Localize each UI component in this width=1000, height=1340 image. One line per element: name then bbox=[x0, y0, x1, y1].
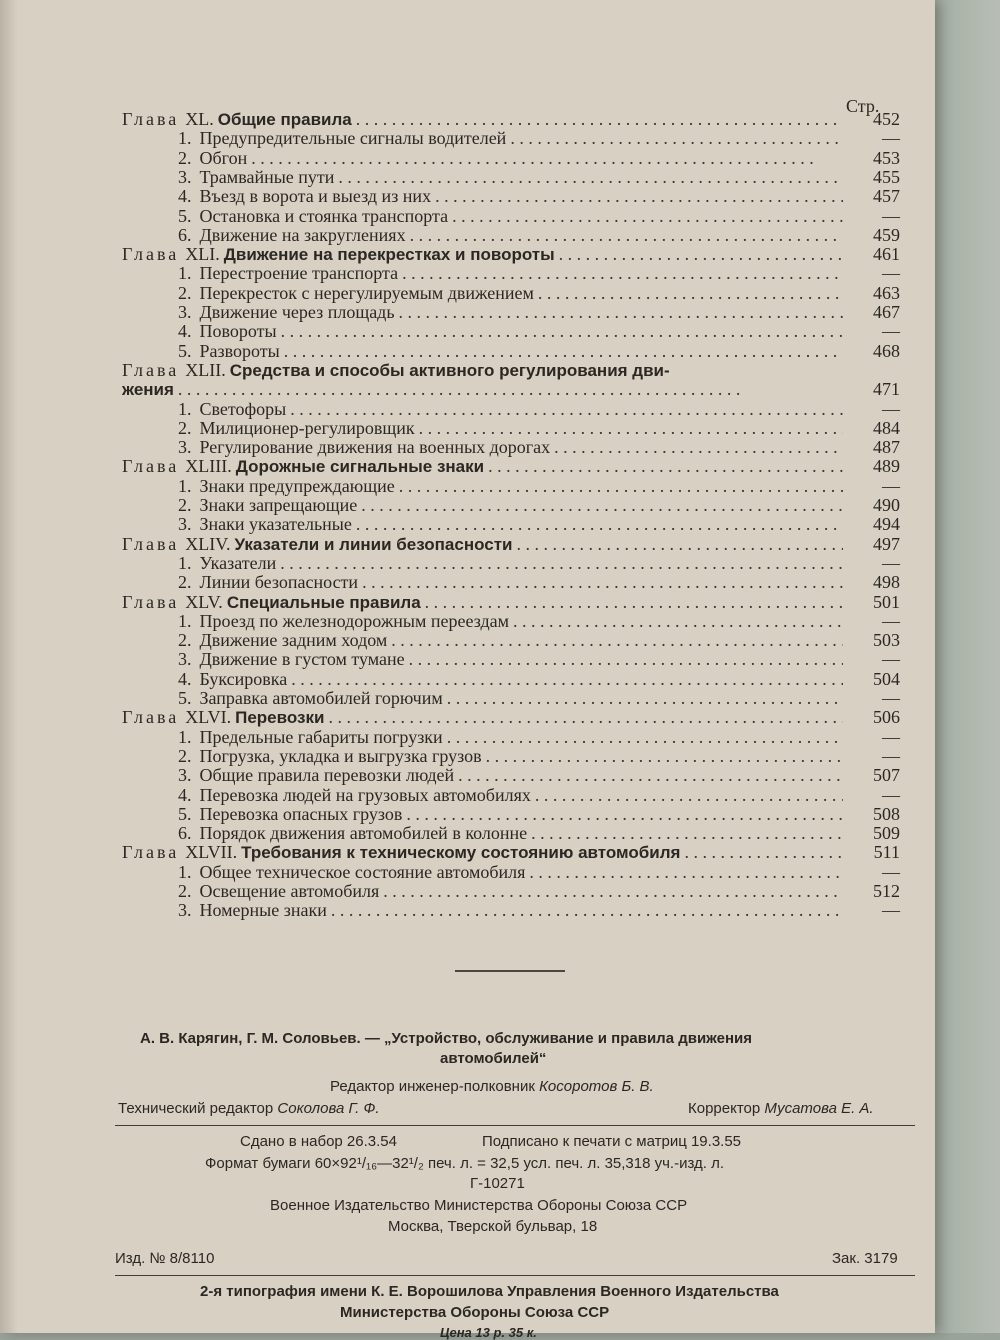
item-number: 1. bbox=[178, 263, 192, 283]
toc-item-row bbox=[178, 127, 843, 149]
toc-item-row bbox=[178, 899, 843, 921]
toc-item-heading bbox=[178, 127, 506, 149]
corrector-label: Корректор bbox=[688, 1100, 761, 1117]
item-title: Регулирование движения на военных дорогах bbox=[199, 437, 551, 457]
toc-chapter-continuation-row bbox=[122, 378, 843, 400]
leader-dots bbox=[358, 571, 843, 593]
item-number: 2. bbox=[178, 572, 192, 592]
corrector-name: Мусатова Е. А. bbox=[764, 1100, 874, 1117]
leader-dots bbox=[324, 706, 843, 728]
toc-item-heading bbox=[178, 262, 398, 284]
leader-dots bbox=[431, 185, 843, 207]
item-number: 5. bbox=[178, 341, 192, 361]
toc-page-number: 503 bbox=[873, 630, 900, 650]
item-title: Развороты bbox=[199, 341, 280, 361]
chapter-word: Глава bbox=[122, 592, 180, 612]
toc-page-number: 471 bbox=[873, 379, 900, 399]
item-number: 6. bbox=[178, 225, 192, 245]
chapter-number: XLV. bbox=[185, 592, 223, 612]
toc-item-heading bbox=[178, 571, 358, 593]
imprint-printer-line2: Министерства Обороны Союза ССР bbox=[340, 1304, 610, 1321]
item-number: 4. bbox=[178, 785, 192, 805]
toc-page-number: 467 bbox=[873, 302, 900, 322]
item-number: 2. bbox=[178, 495, 192, 515]
toc-item-heading bbox=[178, 899, 327, 921]
toc-page-number: — bbox=[882, 206, 900, 226]
leader-dots bbox=[454, 764, 843, 786]
chapter-title: Специальные правила bbox=[226, 593, 421, 612]
item-title: Знаки запрещающие bbox=[199, 495, 358, 515]
toc-page-number: 453 bbox=[873, 148, 900, 168]
toc-page-number: — bbox=[882, 399, 900, 419]
leader-dots bbox=[680, 841, 843, 863]
item-title: Общие правила перевозки людей bbox=[199, 765, 455, 785]
imprint-tech-editor bbox=[118, 1100, 380, 1117]
item-title: Обгон bbox=[199, 148, 248, 168]
item-number: 3. bbox=[178, 167, 192, 187]
page-column-header: Стр. bbox=[846, 96, 880, 116]
chapter-number: XLI. bbox=[185, 244, 220, 264]
imprint-signed-date: Подписано к печати с матриц 19.3.55 bbox=[482, 1133, 742, 1150]
imprint-set-date: Сдано в набор 26.3.54 bbox=[240, 1133, 397, 1150]
item-number: 3. bbox=[178, 900, 192, 920]
item-number: 2. bbox=[178, 881, 192, 901]
imprint-corrector bbox=[688, 1100, 874, 1117]
imprint-publisher: Военное Издательство Министерства Обороны Союза ССР bbox=[270, 1197, 688, 1214]
chapter-title: Движение на перекрестках и повороты bbox=[223, 245, 555, 264]
chapter-word: Глава bbox=[122, 456, 180, 476]
toc-item-row bbox=[178, 320, 843, 342]
toc-chapter-row bbox=[122, 706, 843, 728]
chapter-number: XLIII. bbox=[185, 456, 232, 476]
item-title: Знаки предупреждающие bbox=[199, 476, 395, 496]
chapter-title: Требования к техническому состоянию автомобиля bbox=[241, 843, 681, 862]
chapter-word: Глава bbox=[122, 707, 180, 727]
chapter-word: Глава bbox=[122, 244, 180, 264]
toc-page-number: — bbox=[882, 727, 900, 747]
chapter-title-continuation: жения bbox=[122, 380, 174, 399]
item-title: Перевозка людей на грузовых автомобилях bbox=[199, 785, 531, 805]
imprint-authors-line1: А. В. Карягин, Г. М. Соловьев. — „Устройство, обслуживание и правила движения bbox=[140, 1030, 752, 1047]
chapter-number: XLII. bbox=[185, 360, 226, 380]
item-number: 4. bbox=[178, 669, 192, 689]
chapter-title: Общие правила bbox=[217, 110, 352, 129]
toc-page-number: 461 bbox=[873, 244, 900, 264]
leader-dots bbox=[352, 513, 843, 535]
section-divider bbox=[455, 970, 565, 972]
item-title: Порядок движения автомобилей в колонне bbox=[199, 823, 528, 843]
toc-chapter-row bbox=[122, 841, 843, 863]
toc-page-number: 501 bbox=[873, 592, 900, 612]
item-number: 4. bbox=[178, 186, 192, 206]
toc-page-number: 509 bbox=[873, 823, 900, 843]
toc-chapter-row bbox=[122, 455, 843, 477]
item-title: Движение на закруглениях bbox=[199, 225, 406, 245]
item-title: Указатели bbox=[199, 553, 277, 573]
item-number: 1. bbox=[178, 128, 192, 148]
leader-dots bbox=[327, 899, 843, 921]
tech-editor-name: Соколова Г. Ф. bbox=[277, 1100, 380, 1117]
toc-page-number: 455 bbox=[873, 167, 900, 187]
item-number: 1. bbox=[178, 611, 192, 631]
item-number: 3. bbox=[178, 514, 192, 534]
page-edge bbox=[0, 0, 18, 1333]
item-number: 2. bbox=[178, 630, 192, 650]
imprint-zak: Зак. 3179 bbox=[832, 1250, 898, 1267]
item-number: 3. bbox=[178, 765, 192, 785]
toc-item-heading bbox=[178, 764, 454, 786]
toc-page-number: 508 bbox=[873, 804, 900, 824]
editor-label: Редактор инженер-полковник bbox=[330, 1078, 535, 1095]
toc-item-row bbox=[178, 262, 843, 284]
editor-name: Косоротов Б. В. bbox=[539, 1078, 654, 1095]
item-title: Милиционер-регулировщик bbox=[199, 418, 415, 438]
chapter-word: Глава bbox=[122, 842, 180, 862]
item-title: Предельные габариты погрузки bbox=[199, 727, 443, 747]
item-number: 5. bbox=[178, 688, 192, 708]
item-title: Въезд в ворота и выезд из них bbox=[199, 186, 432, 206]
toc-page-number: — bbox=[882, 900, 900, 920]
chapter-title: Перевозки bbox=[235, 708, 325, 727]
imprint-authors-line2: автомобилей“ bbox=[440, 1050, 547, 1067]
item-number: 1. bbox=[178, 727, 192, 747]
item-title: Буксировка bbox=[199, 669, 288, 689]
imprint-rule-bottom bbox=[115, 1275, 915, 1276]
toc-page-number: 512 bbox=[873, 881, 900, 901]
toc-page-number: — bbox=[882, 476, 900, 496]
chapter-number: XLIV. bbox=[185, 534, 231, 554]
item-number: 2. bbox=[178, 148, 192, 168]
chapter-number: XL. bbox=[185, 109, 214, 129]
item-title: Погрузка, укладка и выгрузка грузов bbox=[199, 746, 482, 766]
toc-item-row bbox=[178, 571, 843, 593]
toc-page-number: 507 bbox=[873, 765, 900, 785]
toc-item-row bbox=[178, 513, 843, 535]
item-title: Перестроение транспорта bbox=[199, 263, 399, 283]
item-number: 3. bbox=[178, 649, 192, 669]
item-number: 6. bbox=[178, 823, 192, 843]
item-title: Номерные знаки bbox=[199, 900, 327, 920]
imprint-address: Москва, Тверской бульвар, 18 bbox=[388, 1218, 598, 1235]
toc-page-number: 452 bbox=[873, 109, 900, 129]
item-title: Знаки указательные bbox=[199, 514, 352, 534]
item-number: 3. bbox=[178, 437, 192, 457]
leader-dots bbox=[398, 262, 843, 284]
imprint-price: Цена 13 р. 35 к. bbox=[440, 1325, 537, 1340]
imprint-rule-top bbox=[115, 1125, 915, 1126]
toc-page-number: 457 bbox=[873, 186, 900, 206]
item-title: Светофоры bbox=[199, 399, 287, 419]
toc-page-number: 490 bbox=[873, 495, 900, 515]
item-number: 5. bbox=[178, 206, 192, 226]
toc-page-number: — bbox=[882, 553, 900, 573]
item-number: 4. bbox=[178, 321, 192, 341]
item-title: Движение задним ходом bbox=[199, 630, 388, 650]
tech-editor-label: Технический редактор bbox=[118, 1100, 274, 1117]
toc-page-number: — bbox=[882, 321, 900, 341]
toc-item-row bbox=[178, 648, 843, 670]
chapter-title: Средства и способы активного регулирования дви- bbox=[229, 361, 670, 380]
toc-page-number: — bbox=[882, 862, 900, 882]
item-title: Перекресток с нерегулируемым движением bbox=[199, 283, 534, 303]
toc-item-heading bbox=[178, 320, 277, 342]
item-title: Движение в густом тумане bbox=[199, 649, 405, 669]
toc-page-number: 506 bbox=[873, 707, 900, 727]
item-number: 5. bbox=[178, 804, 192, 824]
item-title: Заправка автомобилей горючим bbox=[199, 688, 443, 708]
toc-page-number: — bbox=[882, 785, 900, 805]
leader-dots bbox=[506, 127, 843, 149]
item-title: Линии безопасности bbox=[199, 572, 359, 592]
toc-page-number: 498 bbox=[873, 572, 900, 592]
item-number: 1. bbox=[178, 553, 192, 573]
toc-page-number: — bbox=[882, 688, 900, 708]
toc-item-row bbox=[178, 185, 843, 207]
chapter-word: Глава bbox=[122, 360, 180, 380]
toc-page-number: 463 bbox=[873, 283, 900, 303]
item-title: Предупредительные сигналы водителей bbox=[199, 128, 507, 148]
chapter-word: Глава bbox=[122, 109, 180, 129]
imprint-izd-no: Изд. № 8/8110 bbox=[115, 1250, 215, 1267]
item-number: 2. bbox=[178, 418, 192, 438]
item-title: Перевозка опасных грузов bbox=[199, 804, 403, 824]
item-number: 3. bbox=[178, 302, 192, 322]
leader-dots bbox=[277, 320, 843, 342]
toc-page-number: — bbox=[882, 128, 900, 148]
imprint-printer-line1: 2-я типография имени К. Е. Ворошилова Управления Военного Издательства bbox=[200, 1283, 779, 1300]
toc-page-number: 497 bbox=[873, 534, 900, 554]
toc-page-number: 504 bbox=[873, 669, 900, 689]
toc-page-number: 489 bbox=[873, 456, 900, 476]
item-title: Повороты bbox=[199, 321, 277, 341]
leader-dots bbox=[405, 648, 843, 670]
chapter-word: Глава bbox=[122, 534, 180, 554]
toc-page-number: — bbox=[882, 649, 900, 669]
chapter-title: Дорожные сигнальные знаки bbox=[235, 457, 485, 476]
chapter-number: XLVI. bbox=[185, 707, 232, 727]
toc-item-heading bbox=[178, 513, 352, 535]
item-title: Общее техническое состояние автомобиля bbox=[199, 862, 526, 882]
toc-page-number: — bbox=[882, 746, 900, 766]
item-title: Проезд по железнодорожным переездам bbox=[199, 611, 510, 631]
item-number: 1. bbox=[178, 476, 192, 496]
item-number: 2. bbox=[178, 746, 192, 766]
toc-page-number: 487 bbox=[873, 437, 900, 457]
item-title: Движение через площадь bbox=[199, 302, 395, 322]
chapter-number: XLVII. bbox=[185, 842, 238, 862]
toc-page-number: 468 bbox=[873, 341, 900, 361]
toc-page-number: — bbox=[882, 611, 900, 631]
leader-dots bbox=[174, 378, 843, 400]
item-number: 2. bbox=[178, 283, 192, 303]
imprint-code: Г-10271 bbox=[470, 1175, 525, 1192]
toc-page-number: 459 bbox=[873, 225, 900, 245]
toc-page-number: 484 bbox=[873, 418, 900, 438]
item-title: Освещение автомобиля bbox=[199, 881, 380, 901]
imprint-editor bbox=[330, 1078, 654, 1095]
imprint-format: Формат бумаги 60×92¹/₁₆—32¹/₂ печ. л. = 32,5 усл. печ. л. 35,318 уч.-изд. л. bbox=[205, 1155, 725, 1172]
toc-item-heading bbox=[178, 648, 405, 670]
item-title: Остановка и стоянка транспорта bbox=[199, 206, 449, 226]
item-title: Трамвайные пути bbox=[199, 167, 335, 187]
toc-item-heading bbox=[178, 185, 431, 207]
toc-page-number: 511 bbox=[873, 842, 900, 862]
item-number: 1. bbox=[178, 399, 192, 419]
leader-dots bbox=[484, 455, 843, 477]
item-number: 1. bbox=[178, 862, 192, 882]
toc-page-number: 494 bbox=[873, 514, 900, 534]
toc-item-row bbox=[178, 764, 843, 786]
toc-page-number: — bbox=[882, 263, 900, 283]
chapter-title: Указатели и линии безопасности bbox=[234, 535, 513, 554]
